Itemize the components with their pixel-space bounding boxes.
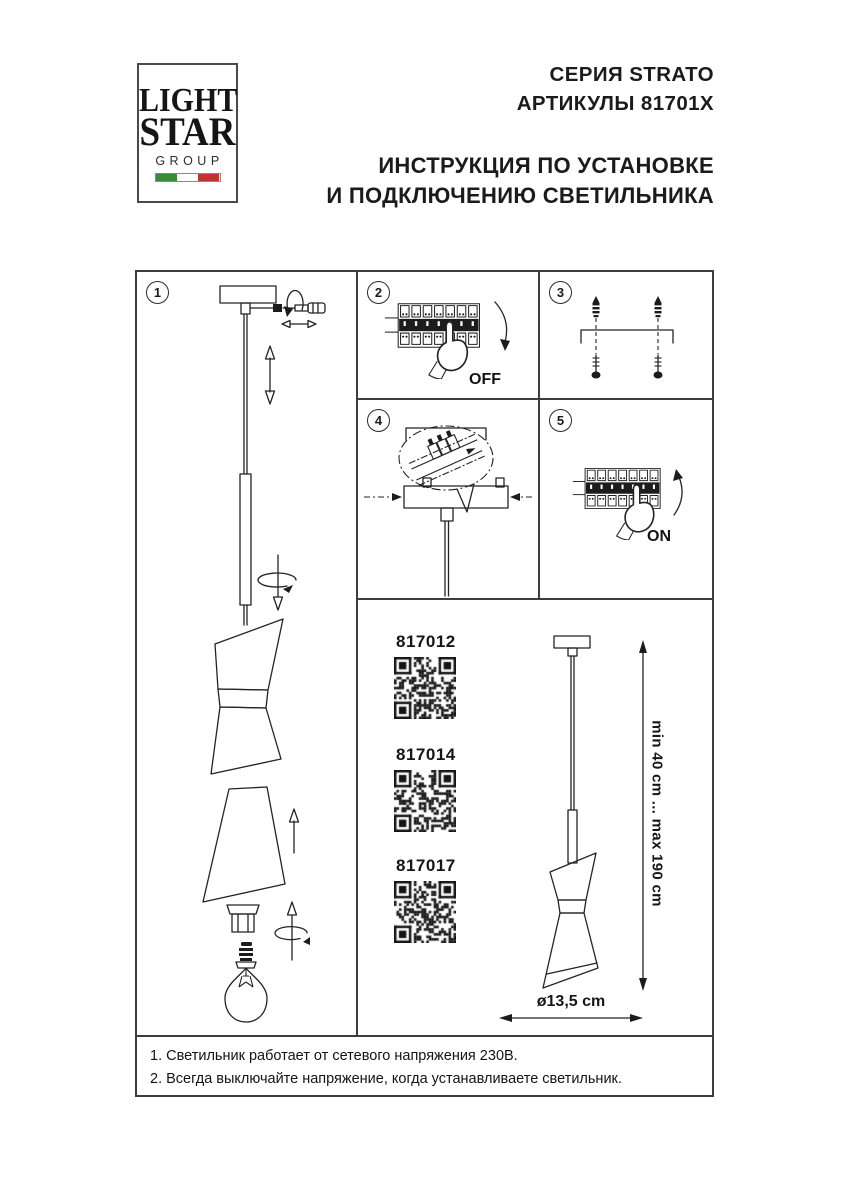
screw-icon [592, 355, 601, 379]
step-3-panel [540, 272, 712, 400]
doc-title-line2: И ПОДКЛЮЧЕНИЮ СВЕТИЛЬНИКА [326, 183, 714, 208]
product-code: 817012 [396, 632, 456, 651]
circuit-breaker-icon [385, 304, 480, 347]
logo-word-light: LIGHT [139, 81, 238, 119]
inward-arrow-icon [364, 493, 532, 501]
flag-green-stripe [156, 174, 177, 181]
height-range-label: min 40 cm ... max 190 cm [648, 720, 666, 907]
lightstar-logo [137, 63, 238, 203]
step-5-panel [540, 400, 712, 600]
height-dimension-line [639, 640, 647, 991]
pendant-assembly-diagram [137, 272, 358, 1035]
step-5-badge: 5 [549, 409, 572, 432]
note-line-1: 1. Светильник работает от сетевого напряжения 230В. [150, 1048, 518, 1064]
terminal-block-detail [403, 421, 484, 485]
socket-ring-drawing [227, 905, 259, 932]
up-arrow-icon [290, 809, 299, 853]
mounting-bracket-icon [581, 330, 673, 343]
wall-anchor-icon [593, 296, 600, 317]
diameter-label: ø13,5 cm [536, 993, 606, 1010]
step-2-panel [358, 272, 540, 400]
flag-white-stripe [177, 174, 198, 181]
curved-up-arrow-icon [674, 477, 682, 515]
step-1-panel [137, 272, 358, 1035]
step-3-badge: 3 [549, 281, 572, 304]
diffuser-cone-drawing [203, 787, 285, 902]
flag-red-stripe [198, 174, 219, 181]
bulb-drawing [225, 942, 267, 1022]
upper-shade-drawing [211, 619, 283, 774]
off-label: OFF [469, 371, 501, 388]
doc-title-line1: ИНСТРУКЦИЯ ПО УСТАНОВКЕ [378, 153, 714, 178]
on-label: ON [647, 528, 671, 545]
step-4-panel [358, 400, 540, 600]
header [326, 60, 714, 211]
article-number: АРТИКУЛЫ 81701X [516, 92, 714, 115]
products-dimensions-panel [358, 600, 712, 1035]
logo-word-star: STAR [139, 110, 236, 155]
product-code: 817017 [396, 856, 456, 875]
wall-anchor-icon [655, 296, 662, 317]
note-line-2: 2. Всегда выключайте напряжение, когда устанавливаете светильник. [150, 1071, 622, 1087]
step-1-badge: 1 [146, 281, 169, 304]
rotate-arrow-icon [282, 291, 316, 328]
diameter-dimension-line [499, 1014, 643, 1022]
product-code: 817014 [396, 745, 456, 764]
logo-word-group: GROUP [155, 154, 224, 169]
detail-balloon [399, 426, 493, 490]
curved-down-arrow-icon [495, 302, 507, 342]
rotate-up-arrow-icon [275, 902, 310, 960]
up-down-arrow-icon [266, 346, 275, 404]
step-2-badge: 2 [367, 281, 390, 304]
instruction-grid [135, 270, 714, 1097]
footer-notes [137, 1035, 712, 1095]
step-4-badge: 4 [367, 409, 390, 432]
series-name: СЕРИЯ STRATO [549, 63, 714, 86]
rotate-down-arrow-icon [258, 555, 296, 610]
italian-flag-icon [155, 173, 221, 182]
screw-icon [654, 355, 663, 379]
